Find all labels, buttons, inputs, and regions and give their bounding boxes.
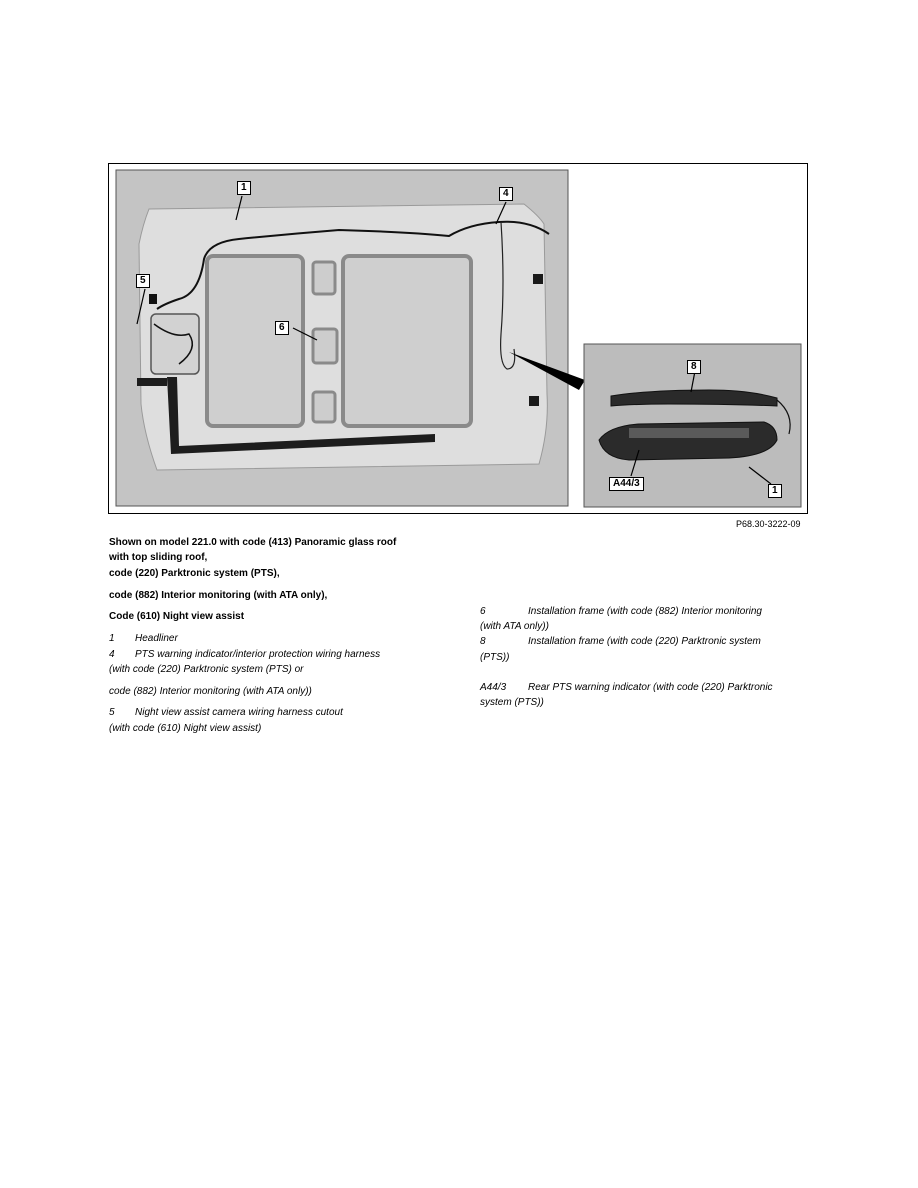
figure-headliner — [108, 163, 808, 514]
legend-item — [109, 706, 343, 719]
center-frame-bottom — [313, 392, 335, 422]
headliner-illustration — [109, 164, 809, 515]
legend-item — [480, 635, 761, 648]
legend-text: code (882) Interior monitoring (with ATA only)) — [109, 686, 312, 697]
legend-item — [480, 696, 544, 709]
legend-num: 6 — [480, 606, 486, 617]
legend-item — [480, 651, 509, 664]
legend-text: Installation frame (with code (220) Parktronic system — [528, 636, 761, 647]
center-frame-middle — [313, 329, 337, 363]
legend-text: system (PTS)) — [480, 697, 544, 708]
legend-item — [109, 648, 380, 661]
legend-num: 4 — [109, 649, 115, 660]
legend-text: (with code (220) Parktronic system (PTS) or — [109, 664, 304, 675]
legend-text: PTS warning indicator/interior protection wiring harness — [135, 649, 381, 660]
legend-item — [109, 663, 304, 676]
legend-item — [480, 605, 762, 618]
legend-item — [109, 685, 312, 698]
legend-text: Rear PTS warning indicator (with code (220) Parktronic — [528, 682, 773, 693]
legend-text: Headliner — [135, 633, 178, 644]
legend-item — [109, 632, 178, 645]
caption-line-1: Shown on model 221.0 with code (413) Panoramic glass roof — [109, 537, 397, 548]
legend-num: 5 — [109, 707, 115, 718]
legend-num: 1 — [109, 633, 115, 644]
callout-1: 1 — [237, 181, 251, 195]
callout-6: 6 — [275, 321, 289, 335]
legend-text: (with ATA only)) — [480, 621, 549, 632]
legend-item — [480, 681, 773, 694]
front-glass-opening — [207, 256, 303, 426]
legend-text: Installation frame (with code (882) Interior monitoring — [528, 606, 762, 617]
callout-8: 8 — [687, 360, 701, 374]
legend-num: A44/3 — [480, 682, 507, 693]
legend-item — [480, 620, 549, 633]
legend-text: (with code (610) Night view assist) — [109, 723, 262, 734]
callout-a443: A44/3 — [609, 477, 644, 491]
legend-text: (PTS)) — [480, 652, 510, 663]
callout-4: 4 — [499, 187, 513, 201]
caption-line-2: with top sliding roof, — [109, 552, 208, 563]
legend-num: 8 — [480, 636, 486, 647]
callout-1-inset: 1 — [768, 484, 782, 498]
warning-indicator-a443 — [599, 422, 777, 460]
caption-line-4: code (882) Interior monitoring (with ATA only), — [109, 590, 328, 601]
rear-glass-opening — [343, 256, 471, 426]
callout-5: 5 — [136, 274, 150, 288]
legend-text: Night view assist camera wiring harness cutout — [135, 707, 343, 718]
legend-item — [109, 722, 261, 735]
caption-line-3: code (220) Parktronic system (PTS), — [109, 568, 280, 579]
caption-line-5: Code (610) Night view assist — [109, 611, 245, 622]
center-frame-top — [313, 262, 335, 294]
figure-code: P68.30-3222-09 — [736, 519, 801, 529]
